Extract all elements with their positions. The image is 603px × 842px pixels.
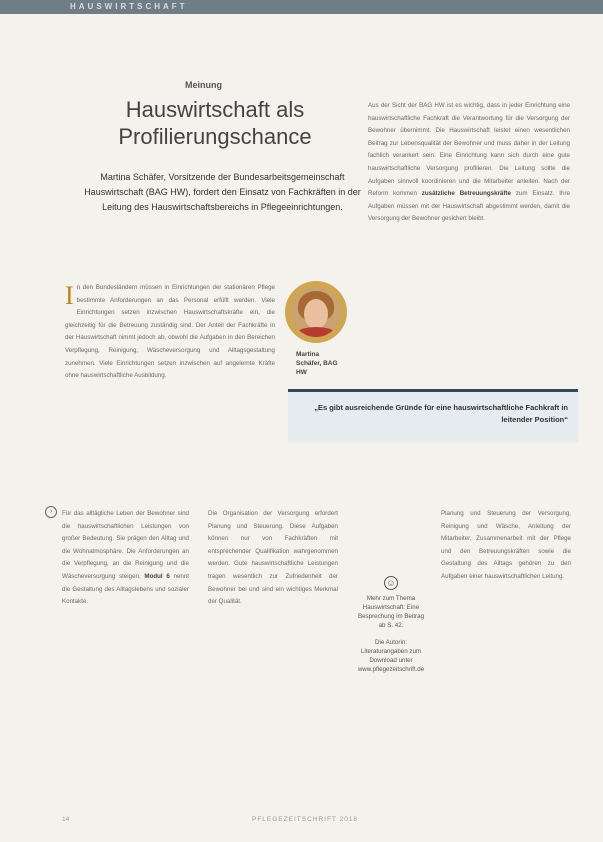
smiley-icon: ☺ (384, 576, 398, 590)
body-column-intro (65, 282, 275, 444)
body-text: Die Organisation der Versorgung erfordert Planung und Steuerung. Diese Aufgaben können nur von Fachkräften mit entsprechender Qualifikation wahrgenommen werden. Gute hauswirtschaftliche Leistungen tragen wesentlich zur Zufriedenheit der Bewohner bei und sind ein wichtiges Merkmal der Qualität. (208, 510, 338, 606)
body-text: zum Einsatz. Ihre Aufgaben müssen mit der Hauswirtschaft abgestimmt werden, damit die Versorgung der Bewohner gesichert bleibt. (368, 190, 570, 223)
sidebox-download: Die Autorin: Literaturangaben zum Download unter www.pflegezeitschrift.de (357, 639, 425, 673)
body-text: nennt die Gestaltung des Alltagslebens und sozialer Kontakte. (62, 572, 189, 606)
intro-text: n den Bundesländern müssen in Einrichtungen der stationären Pflege bestimmte Anforderungen an das Personal erfüllt werden. Viele Einrichtungen setzen inzwischen Hauswirtschaftskräfte ein, die gleichzeitig für die Betreuung zuständig sind. Der Anteil der Fachkräfte in der Hauswirtschaft nimmt jedoch ab, obwohl die Aufgaben in den Bereichen Verpflegung, Reinigung, Wäscheversorgung und Alltagsgestaltung zunehmen. Viele Einrichtungen setzen inzwischen auf angelernte Kräfte ohne hauswirtschaftliche Ausbildung. (65, 284, 275, 380)
body-bold-phrase: Modul 6 (144, 572, 170, 580)
journal-title: PFLEGEZEITSCHRIFT 2018 (252, 816, 359, 823)
continue-arrow-icon: › (45, 506, 57, 518)
portrait-photo (291, 287, 341, 337)
article-title: Hauswirtschaft als Profilierungschance (118, 97, 312, 149)
drop-cap: I (65, 282, 74, 310)
body-bold-phrase: zusätzliche Betreuungskräfte (421, 190, 511, 198)
body-column-bottom-1 (62, 508, 189, 808)
article-kicker: Meinung (185, 80, 222, 90)
section-label: HAUSWIRTSCHAFT (70, 2, 188, 11)
sidebox-note: Mehr zum Thema Hauswirtschaft: Eine Besprechung im Beitrag ab S. 42. (357, 595, 425, 629)
body-column-top-right (368, 100, 570, 348)
body-column-bottom-3 (441, 508, 571, 808)
section-header-bar (0, 0, 603, 14)
article-lead: Martina Schäfer, Vorsitzende der Bundesarbeitsgemeinschaft Hauswirtschaft (BAG HW), fordert den Einsatz von Fachkräften in der Leitung des Hauswirtschaftsbereichs in Pflegeeinrichtungen. (84, 172, 361, 212)
body-text: Planung und Steuerung der Versorgung, Reinigung und Wäsche, Anleitung der Mitarbeiter, Zusammenarbeit mit der Pflege und den Betreuungskräften sowie die Gestaltung des Alltags gehören zu den Aufgaben einer hauswirtschaftlichen Leitung. (441, 510, 571, 580)
page-number: 14 (62, 816, 70, 823)
info-sidebox (354, 594, 428, 682)
portrait-caption: Martina Schäfer, BAG HW (296, 351, 338, 376)
pull-quote: „Es gibt ausreichende Gründe für eine hauswirtschaftliche Fachkraft in leitender Position“ (314, 403, 568, 424)
body-text: Aus der Sicht der BAG HW ist es wichtig, dass in jeder Einrichtung eine hauswirtschaftliche Fachkraft die Verantwortung für die Versorgung der Bewohner übernimmt. Die Hauswirtschaft leistet einen wesentlichen Beitrag zur Lebensqualität der Bewohner und muss daher in der Leitung fachlich verankert sein. Eine Einrichtung kann sich durch eine gute hauswirtschaftliche Versorgung profilieren. Die Leitung sollte die Aufgaben sinnvoll koordinieren und die Mitarbeiter anleiten. (368, 102, 570, 185)
author-portrait (285, 281, 347, 343)
body-text: Nach der Reform kommen (368, 177, 570, 198)
body-text: Für das alltägliche Leben der Bewohner sind die hauswirtschaftlichen Leistungen von großer Bedeutung. Sie prägen den Alltag und die Wohnatmosphäre. Die Anforderungen an die Verpflegung, an die Reinigung und die Wäscheversorgung steigen. (62, 510, 189, 580)
body-column-bottom-2 (208, 508, 338, 808)
pull-quote-box (288, 389, 578, 442)
